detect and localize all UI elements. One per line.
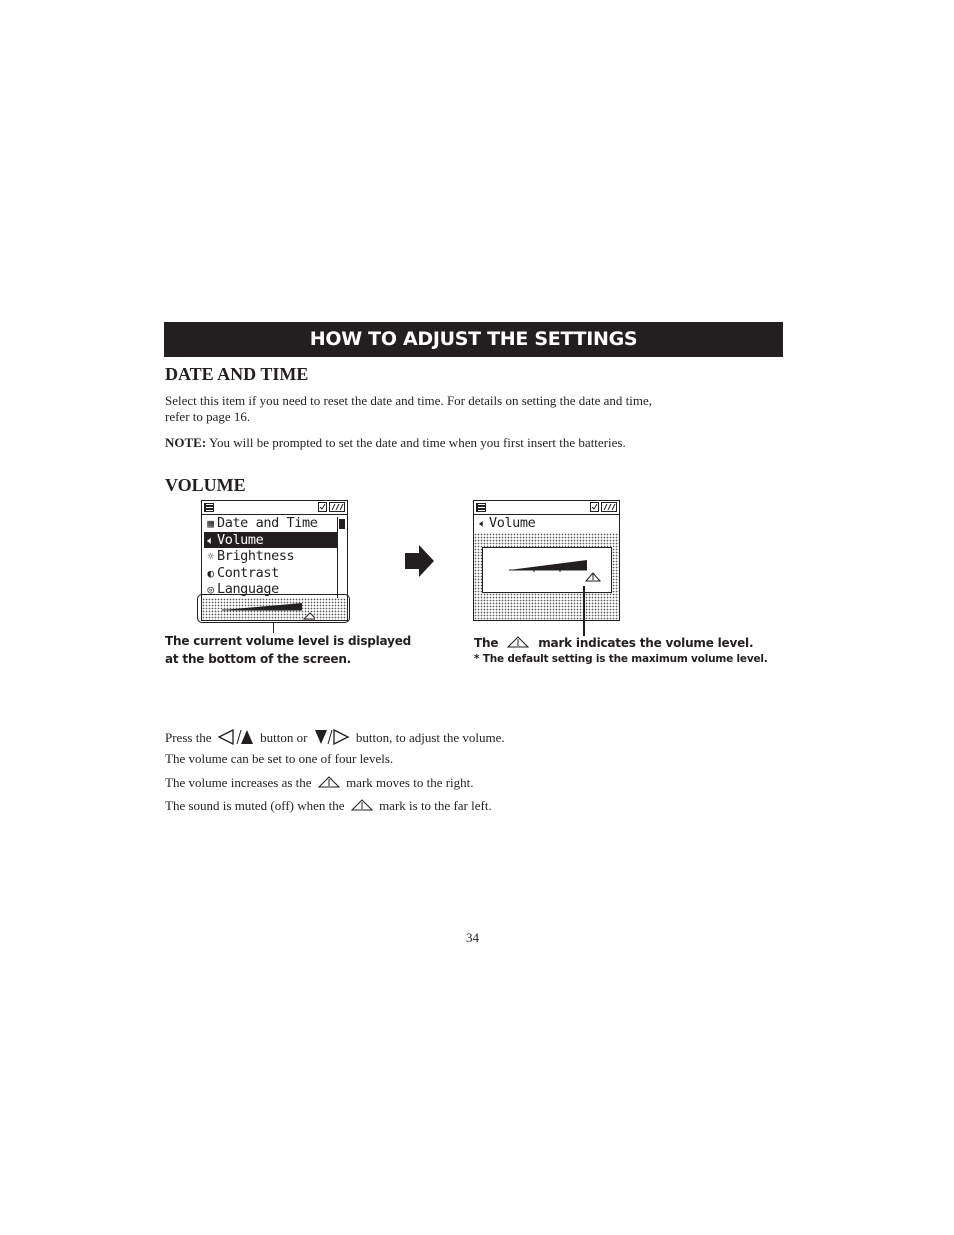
volume-panel <box>482 547 612 593</box>
speaker-icon: 🔈︎ <box>207 533 214 547</box>
note-label: NOTE: <box>165 435 207 450</box>
section-banner: HOW TO ADJUST THE SETTINGS <box>164 322 783 357</box>
volume-bar <box>507 558 602 588</box>
callout-line-right <box>583 586 585 636</box>
instruction-mute: The sound is muted (off) when the mark is to the far left. <box>165 798 492 813</box>
down-right-button-icon <box>314 729 350 745</box>
menu-item-label: Brightness <box>217 548 295 564</box>
calendar-icon: ▦ <box>207 517 214 530</box>
page-number: 34 <box>466 930 479 945</box>
menu-scrollbar[interactable] <box>337 517 346 598</box>
contrast-icon: ◐ <box>207 566 214 580</box>
date-time-line-1: Select this item if you need to reset the date and time. For details on setting the date and time, <box>165 393 653 408</box>
sun-icon: ☼ <box>207 550 214 563</box>
date-time-line-2: refer to page 16. <box>165 409 251 424</box>
instruction-press: Press the button or button, to adjust the volume. <box>165 730 505 745</box>
volume-marker-icon <box>507 636 529 648</box>
globe-icon: ◎ <box>207 583 214 596</box>
date-time-note <box>165 435 626 451</box>
caption-left-1: The current volume level is displayed <box>165 634 412 648</box>
volume-area-highlight <box>197 594 350 623</box>
date-time-heading: DATE AND TIME <box>165 364 309 384</box>
volume-marker-icon <box>318 776 340 788</box>
speaker-icon: 🔈︎ <box>479 517 486 530</box>
menu-item-label: Date and Time <box>217 515 318 531</box>
battery-icon <box>318 502 346 512</box>
menu-item-volume[interactable] <box>204 532 338 548</box>
volume-heading: VOLUME <box>165 475 246 495</box>
caption-right-note: * The default setting is the maximum volume level. <box>474 653 768 665</box>
menu-item-label: Contrast <box>217 564 279 581</box>
menu-grid-icon <box>204 503 214 512</box>
menu-item-label: Volume <box>217 531 264 548</box>
menu-item-brightness[interactable] <box>204 548 338 564</box>
note-text: You will be prompted to set the date and time when you first insert the batteries. <box>206 435 626 450</box>
status-bar <box>202 501 347 515</box>
volume-screen-body <box>474 533 619 620</box>
menu-item-date-and-time[interactable] <box>204 515 338 531</box>
caption-left-2: at the bottom of the screen. <box>165 652 352 666</box>
right-arrow-icon <box>405 545 435 577</box>
menu-item-label: Language <box>217 581 279 597</box>
volume-marker-icon <box>351 799 373 811</box>
status-bar-2 <box>474 501 619 515</box>
menu-grid-icon <box>476 503 486 512</box>
instruction-levels: The volume can be set to one of four levels. <box>165 751 394 766</box>
left-up-button-icon <box>218 729 254 745</box>
battery-icon <box>590 502 618 512</box>
volume-screen-title: 🔈︎ Volume <box>476 515 535 531</box>
menu-item-contrast[interactable] <box>204 565 338 581</box>
scroll-thumb[interactable] <box>339 519 345 529</box>
caption-right: The mark indicates the volume level. <box>474 636 754 650</box>
instruction-increase: The volume increases as the mark moves to the right. <box>165 775 474 790</box>
volume-screen <box>473 500 620 621</box>
